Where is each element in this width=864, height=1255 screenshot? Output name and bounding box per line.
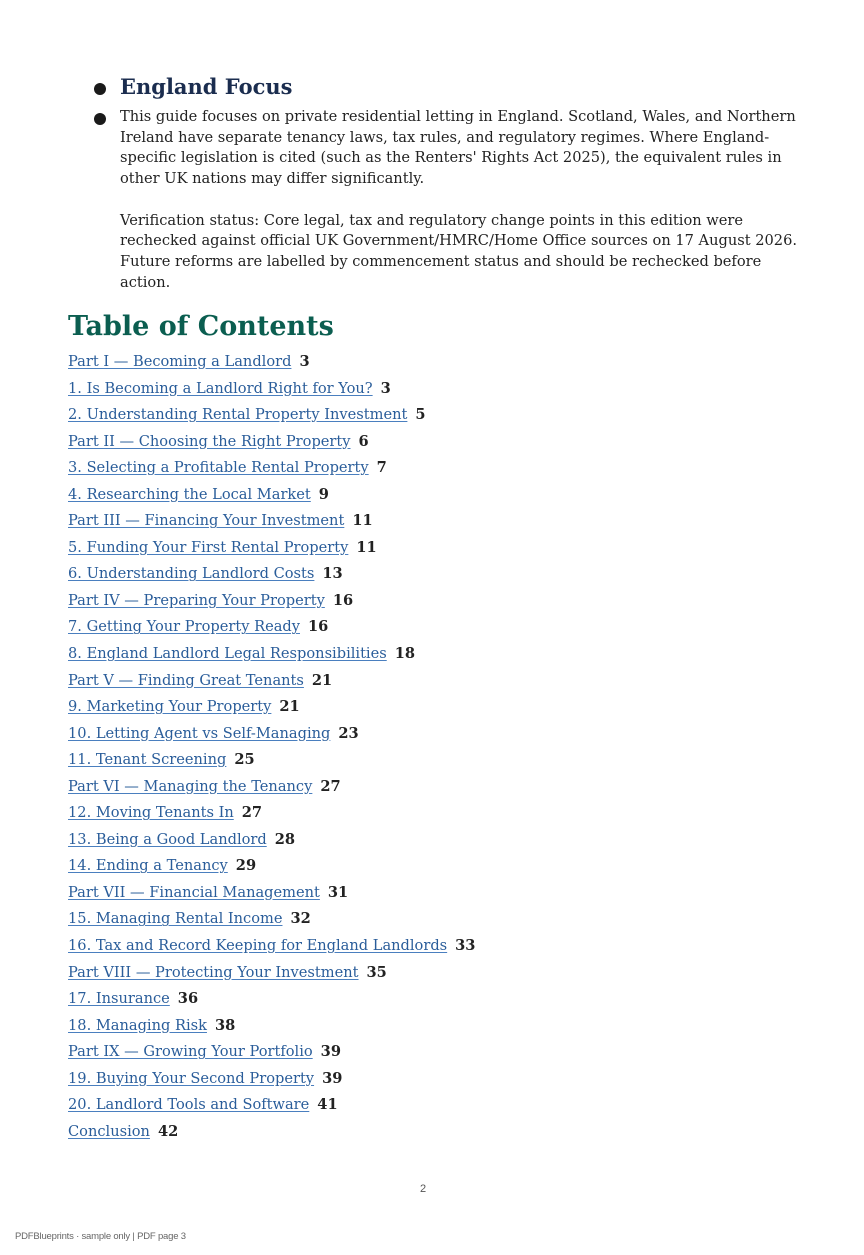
toc-entry [68,986,475,1013]
toc-entry [68,960,475,987]
toc-entry [68,853,475,880]
toc-page-number: 11 [356,538,377,556]
toc-link[interactable]: 8. England Landlord Legal Responsibilities [68,645,387,663]
toc-entry [68,1119,475,1146]
toc-page-number: 29 [235,857,257,875]
toc-entry [68,827,475,854]
toc-entry [68,1066,475,1093]
toc-page-number: 18 [394,645,416,663]
page-number: 2 [419,1183,427,1195]
toc-entry [68,906,475,933]
toc-entry [68,1013,475,1040]
toc-entry [68,588,475,615]
toc-link[interactable]: 11. Tenant Screening [68,751,227,769]
toc-entry [68,508,475,535]
bullet-item-heading [94,72,804,102]
focus-bullet-list [94,72,804,293]
toc-page-number: 33 [455,937,476,955]
toc-page-number: 39 [320,1043,341,1061]
toc-link[interactable]: 10. Letting Agent vs Self-Managing [68,724,331,742]
toc-link[interactable]: 4. Researching the Local Market [68,485,311,503]
toc-link[interactable]: Part VIII — Protecting Your Investment [68,963,359,981]
toc-link[interactable]: 15. Managing Rental Income [68,910,283,928]
toc-link[interactable]: 3. Selecting a Profitable Rental Property [68,459,369,477]
toc-link[interactable]: 2. Understanding Rental Property Investment [68,406,408,424]
toc-entry [68,402,475,429]
toc-entry [68,641,475,668]
toc-page-number: 16 [332,591,354,609]
toc-page-number: 38 [214,1016,236,1034]
toc-link[interactable]: 13. Being a Good Landlord [68,830,267,848]
toc-page-number: 25 [234,751,255,769]
toc-entry [68,482,475,509]
toc-entry [68,933,475,960]
toc-link[interactable]: 6. Understanding Landlord Costs [68,565,315,583]
toc-page-number: 3 [299,353,310,370]
toc-link[interactable]: 19. Buying Your Second Property [68,1069,315,1087]
toc-entry [68,1039,475,1066]
toc-entry [68,747,475,774]
toc-link[interactable]: 16. Tax and Record Keeping for England Landlords [68,937,448,955]
toc-page-number: 16 [308,618,329,636]
toc-page-number: 5 [415,406,426,424]
toc-page-number: 35 [366,963,387,981]
toc-entry [68,880,475,907]
footer-note: PDFBlueprints · sample only | PDF page 3 [15,1231,186,1242]
toc-page-number: 31 [327,883,349,901]
toc-link[interactable]: Conclusion [68,1122,150,1140]
toc-link[interactable]: 18. Managing Risk [68,1016,207,1034]
toc-entry [68,349,475,376]
toc-link[interactable]: Part I — Becoming a Landlord [68,353,292,370]
toc-entry [68,455,475,482]
toc-link[interactable]: Part VII — Financial Management [68,883,320,901]
focus-body [120,107,804,293]
toc-entry [68,800,475,827]
toc-entry [68,721,475,748]
toc-link[interactable]: 1. Is Becoming a Landlord Right for You? [68,379,373,397]
toc-entry [68,1092,475,1119]
toc-link[interactable]: 12. Moving Tenants In [68,804,234,822]
toc-page-number: 6 [358,432,369,450]
toc-entry [68,668,475,695]
toc-page-number: 7 [376,459,387,477]
toc-page-number: 27 [241,804,263,822]
toc-page-number: 11 [352,512,373,530]
bullet-icon [94,83,106,95]
bullet-item-body [94,107,804,293]
toc-page-number: 32 [290,910,311,928]
toc-list [68,349,475,1145]
toc-link[interactable]: Part III — Financing Your Investment [68,512,345,530]
toc-entry [68,774,475,801]
toc-entry [68,429,475,456]
toc-page-number: 27 [320,777,341,795]
toc-page-number: 42 [157,1122,179,1140]
toc-page-number: 23 [338,724,359,742]
toc-title: Table of Contents [68,311,334,342]
toc-entry [68,614,475,641]
toc-page-number: 41 [317,1096,338,1114]
toc-page-number: 3 [380,379,391,397]
toc-page-number: 39 [322,1069,343,1087]
toc-entry [68,694,475,721]
verification-status-paragraph: Verification status: Core legal, tax and regulatory change points in this edition were rechecked against official UK Government/HMRC/Home Office sources on 17 August 2026. Future reforms are labelled by commencement status and should be rechecked before action. [120,211,798,291]
england-focus-heading: England Focus [120,74,293,99]
toc-entry [68,561,475,588]
toc-page-number: 9 [318,485,329,503]
toc-page-number: 13 [322,565,343,583]
toc-page-number: 36 [177,990,199,1008]
toc-link[interactable]: 9. Marketing Your Property [68,698,272,716]
toc-link[interactable]: 17. Insurance [68,990,170,1008]
toc-link[interactable]: 14. Ending a Tenancy [68,857,228,875]
toc-link[interactable]: 7. Getting Your Property Ready [68,618,300,636]
toc-page-number: 21 [311,671,333,689]
bullet-icon [94,113,106,125]
toc-link[interactable]: Part V — Finding Great Tenants [68,671,304,689]
toc-link[interactable]: Part IV — Preparing Your Property [68,591,325,609]
toc-page-number: 28 [274,830,296,848]
toc-entry [68,376,475,403]
toc-link[interactable]: Part IX — Growing Your Portfolio [68,1043,313,1061]
toc-link[interactable]: 20. Landlord Tools and Software [68,1096,310,1114]
toc-link[interactable]: Part II — Choosing the Right Property [68,432,351,450]
toc-entry [68,535,475,562]
england-focus-paragraph: This guide focuses on private residential letting in England. Scotland, Wales, and Northern Ireland have separate tenancy laws, tax rules, and regulatory regimes. Where England-specific legislation is cited (such as the Renters' Rights Act 2025), the equivalent rules in other UK nations may differ significantly. [120,108,796,188]
toc-page-number: 21 [279,698,300,716]
toc-link[interactable]: Part VI — Managing the Tenancy [68,777,313,795]
toc-link[interactable]: 5. Funding Your First Rental Property [68,538,349,556]
